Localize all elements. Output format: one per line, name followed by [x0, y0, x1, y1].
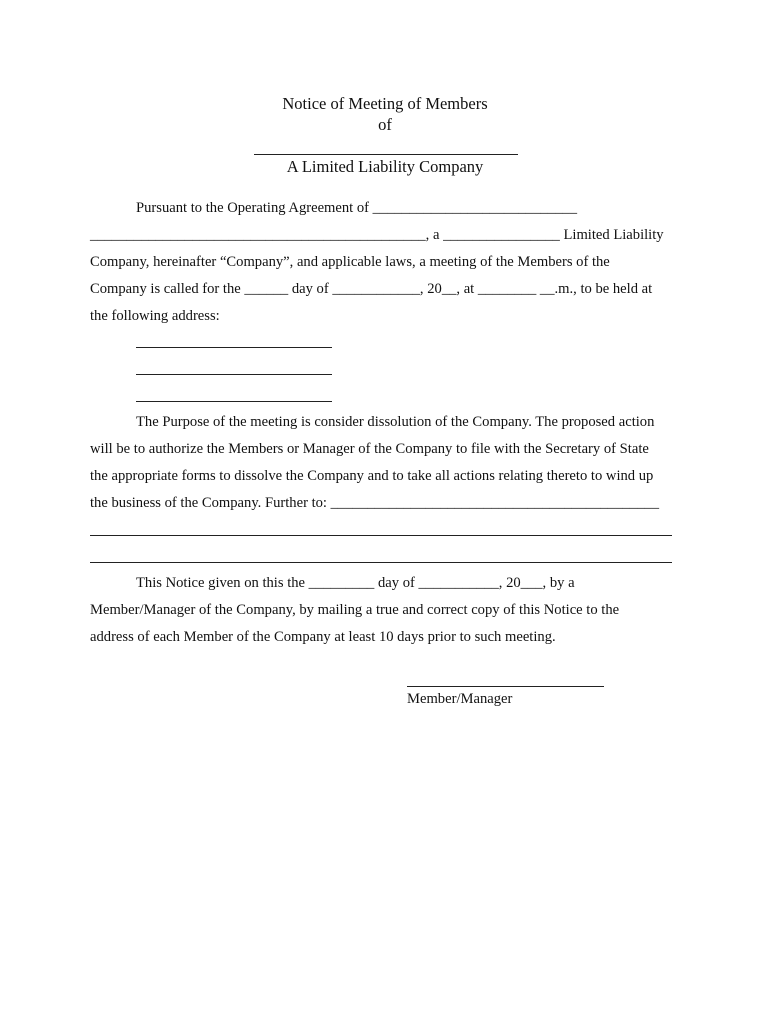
signature-label: Member/Manager — [407, 691, 513, 707]
company-name-blank — [254, 154, 518, 155]
paragraph-3-line-1: This Notice given on this the _________ day of ___________, 20___, by a — [136, 575, 575, 591]
paragraph-1-line-2: ______________________________________________, a ________________ Limited Liability — [90, 227, 664, 243]
address-blank-3 — [136, 401, 332, 402]
address-blank-2 — [136, 374, 332, 375]
paragraph-3-line-2: Member/Manager of the Company, by mailing a true and correct copy of this Notice to the — [90, 602, 620, 618]
paragraph-3-line-3: address of each Member of the Company at least 10 days prior to such meeting. — [90, 629, 556, 645]
paragraph-1-line-3: Company, hereinafter “Company”, and applicable laws, a meeting of the Members of the — [90, 254, 610, 270]
purpose-blank-2 — [90, 562, 672, 563]
paragraph-2-line-1: The Purpose of the meeting is consider dissolution of the Company. The proposed action — [136, 414, 655, 430]
paragraph-1-line-4: Company is called for the ______ day of ____________, 20__, at ________ __.m., to be held at — [90, 281, 653, 297]
signature-line — [407, 686, 604, 687]
title-line-2: of — [378, 115, 392, 134]
paragraph-1-line-1: Pursuant to the Operating Agreement of ____________________________ — [136, 200, 577, 216]
paragraph-2-line-4: the business of the Company. Further to: _____________________________________________ — [90, 495, 659, 511]
title-line-1: Notice of Meeting of Members — [282, 94, 488, 113]
subtitle: A Limited Liability Company — [286, 157, 484, 176]
purpose-blank-1 — [90, 535, 672, 536]
paragraph-2-line-2: will be to authorize the Members or Manager of the Company to file with the Secretary of State — [90, 441, 649, 457]
paragraph-1-line-5: the following address: — [90, 308, 220, 324]
address-blank-1 — [136, 347, 332, 348]
paragraph-2-line-3: the appropriate forms to dissolve the Company and to take all actions relating thereto to wind up — [90, 468, 654, 484]
